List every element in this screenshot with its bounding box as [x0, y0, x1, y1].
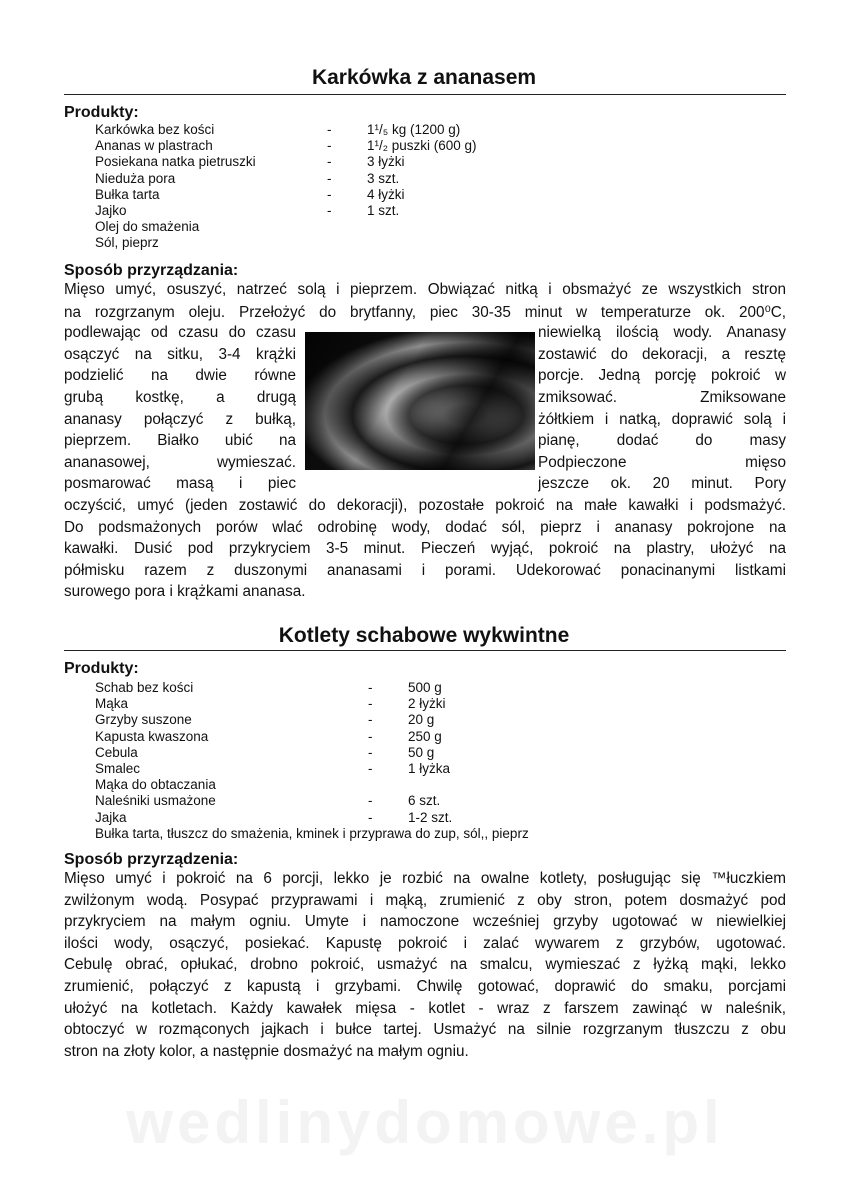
ingredient-dash: - [327, 186, 332, 202]
ingredient-name: Ananas w plastrach [95, 138, 213, 154]
text-line: przykryciem na małym ogniu. Umyte i namoczone wcześniej grzyby ugotować w niewielkiej [64, 913, 786, 931]
text-line: zmiksować. Zmiksowane [538, 389, 786, 406]
ingredient-row [95, 680, 795, 696]
text-line: posmarować masą i piec [64, 475, 296, 493]
text-line: zostawić do dekoracji, a resztę [538, 345, 786, 363]
ingredient-row [95, 810, 795, 826]
ingredient-row [95, 793, 795, 809]
text-line: osączyć na sitku, 3-4 krążki [64, 345, 296, 363]
ingredient-name: Sól, pieprz [95, 235, 159, 251]
ingredient-row [95, 745, 795, 761]
ingredient-name: Naleśniki usmażone [95, 793, 216, 809]
ingredient-row [95, 761, 795, 777]
ingredient-name: Schab bez kości [95, 680, 194, 695]
ingredient-row [95, 696, 795, 712]
ingredient-row [95, 203, 795, 219]
text-line: Cebulę obrać, opłukać, drobno pokroić, usmażyć na smalcu, wymieszać z łyżką mąki, lekko [64, 956, 786, 974]
ingredient-dash: - [327, 138, 332, 154]
ingredient-amount: 50 g [408, 744, 435, 760]
ingredient-name: Jajka [95, 809, 127, 825]
ingredient-amount: 1-2 szt. [408, 809, 453, 825]
ingredient-row [95, 729, 795, 745]
ingredient-dash: - [368, 712, 373, 728]
text-line: ananasy połączyć z bułką, [64, 410, 296, 428]
ingredient-name: Nieduża pora [95, 170, 176, 186]
ingredient-row [95, 138, 795, 154]
ingredient-dash: - [368, 680, 373, 695]
ingredient-name: Smalec [95, 761, 141, 776]
ingredient-name: Bułka tarta [95, 186, 160, 202]
ingredient-amount: 4 łyżki [367, 186, 405, 202]
ingredient-row [95, 219, 795, 235]
text-line: kawałki. Dusić pod przykryciem 3-5 minut. Pieczeń wyjąć, pokroić na plastry, ułożyć na [64, 540, 786, 558]
text-line: niewielką ilością wody. Ananasy [538, 324, 786, 342]
ingredient-amount: 2 łyżki [408, 696, 446, 712]
text-line: podzielić na dwie równe [64, 367, 296, 385]
text-line: Mięso umyć i pokroić na 6 porcji, lekko je rozbić na owalne kotlety, posługując się ™łuczkiem [64, 870, 786, 887]
text-line: Mięso umyć, osuszyć, natrzeć solą i pieprzem. Obwiązać nitką i obsmażyć ze wszystkich stron [64, 281, 786, 298]
text-line: jeszcze ok. 20 minut. Pory [538, 475, 786, 493]
ingredient-row [95, 171, 795, 187]
text-line: porcje. Jedną porcję pokroić w [538, 367, 786, 385]
ingredient-dash: - [368, 744, 373, 760]
ingredient-dash: - [368, 761, 373, 776]
ingredient-name: Kapusta kwaszona [95, 728, 209, 744]
ingredient-amount: 3 szt. [367, 170, 400, 186]
ingredient-dash: - [327, 203, 332, 218]
ingredient-row [95, 122, 795, 138]
ingredient-amount: 250 g [408, 728, 442, 744]
ingredient-amount: 6 szt. [408, 793, 441, 809]
ingredient-amount: 500 g [408, 680, 442, 695]
text-line: Do podsmażonych porów wlać odrobinę wody, dodać sól, pieprz i ananasy pokrojone na [64, 518, 786, 536]
text-line: pieprzem. Białko ubić na [64, 432, 296, 450]
ingredient-name: Olej do smażenia [95, 219, 200, 235]
text-line: obtoczyć w rozmąconych jajkach i bułce tartej. Usmażyć na silnie rozgrzanym tłuszczu z obu [64, 1021, 786, 1039]
ingredient-dash: - [368, 728, 373, 744]
ingredient-name: Grzyby suszone [95, 712, 192, 728]
dish-photo [305, 332, 535, 470]
ingredient-dash: - [368, 809, 373, 825]
ingredient-name: Mąka do obtaczania [95, 777, 216, 793]
ingredient-dash: - [368, 793, 373, 809]
ingredient-dash: - [327, 122, 332, 137]
ingredient-row [95, 187, 795, 203]
text-line: pianę, dodać do masy [538, 432, 786, 450]
ingredient-amount: 1¹/₅ kg (1200 g) [367, 122, 461, 137]
text-line: na rozgrzanym oleju. Przełożyć do brytfanny, piec 30-35 minut w temperaturze ok. 200⁰C, [64, 303, 786, 321]
recipe-title: Kotlety schabowe wykwintne [278, 624, 570, 647]
ingredient-dash: - [327, 170, 332, 186]
text-line: ilości wody, osączyć, posiekać. Kapustę pokroić i zalać wywarem z grzybów, ugotować. [64, 934, 786, 952]
ingredient-dash: - [368, 696, 373, 712]
text-line: Podpieczone mięso [538, 453, 786, 471]
text-line: żółtkiem i natką, doprawić solą i [538, 410, 786, 428]
ingredient-name: Karkówka bez kości [95, 122, 215, 137]
ingredient-name: Posiekana natka pietruszki [95, 154, 256, 170]
ingredient-name: Cebula [95, 744, 138, 760]
text-line: półmisku razem z duszonymi ananasami i porami. Udekorować ponacinanymi listkami [64, 561, 786, 579]
text-line: surowego pora i krążkami ananasa. [64, 583, 306, 601]
watermark: wedlinydomowe.pl [126, 1089, 724, 1156]
text-line: grubą kostkę, a drugą [64, 389, 296, 406]
text-line: oczyścić, umyć (jeden zostawić do dekoracji), pozostałe pokroić na małe kawałki i podsmażyć. [64, 497, 786, 514]
ingredient-amount: 3 łyżki [367, 154, 405, 170]
products-heading: Produkty: [64, 104, 139, 121]
text-line: podlewając od czasu do czasu [64, 324, 296, 342]
method-heading: Sposób przyrządzania: [64, 262, 239, 279]
ingredient-dash: - [327, 154, 332, 170]
ingredient-row [95, 777, 795, 793]
ingredient-row [95, 235, 795, 251]
text-line: ułożyć na kotletach. Każdy kawałek mięsa - kotlet - wraz z farszem zawinąć w naleśnik, [64, 999, 786, 1017]
text-line: zwilżonym wodą. Posypać przyprawami i mąką, zrumienić z oby stron, potem dosmażyć pod [64, 891, 786, 909]
ingredient-name: Jajko [95, 203, 127, 218]
divider [64, 94, 786, 95]
recipe-title: Karkówka z ananasem [311, 66, 537, 89]
ingredient-name: Bułka tarta, tłuszcz do smażenia, kminek i przyprawa do zup, sól,, pieprz [95, 825, 529, 841]
ingredient-amount: 1¹/₂ puszki (600 g) [367, 138, 477, 154]
ingredient-row [95, 712, 795, 728]
ingredient-row [95, 154, 795, 170]
text-line: zrumienić, połączyć z kapustą i grzybami. Chwilę gotować, doprawić do smaku, porcjami [64, 978, 786, 995]
ingredient-row [95, 826, 795, 842]
text-line: ananasowej, wymieszać. [64, 453, 296, 471]
ingredient-amount: 20 g [408, 712, 435, 728]
ingredient-name: Mąka [95, 696, 129, 712]
text-line: stron na złoty kolor, a następnie dosmażyć na małym ogniu. [64, 1042, 469, 1060]
ingredient-amount: 1 łyżka [408, 761, 451, 776]
divider [64, 650, 786, 651]
products-heading: Produkty: [64, 660, 139, 677]
ingredient-amount: 1 szt. [367, 203, 400, 218]
method-heading: Sposób przyrządzenia: [64, 851, 239, 868]
